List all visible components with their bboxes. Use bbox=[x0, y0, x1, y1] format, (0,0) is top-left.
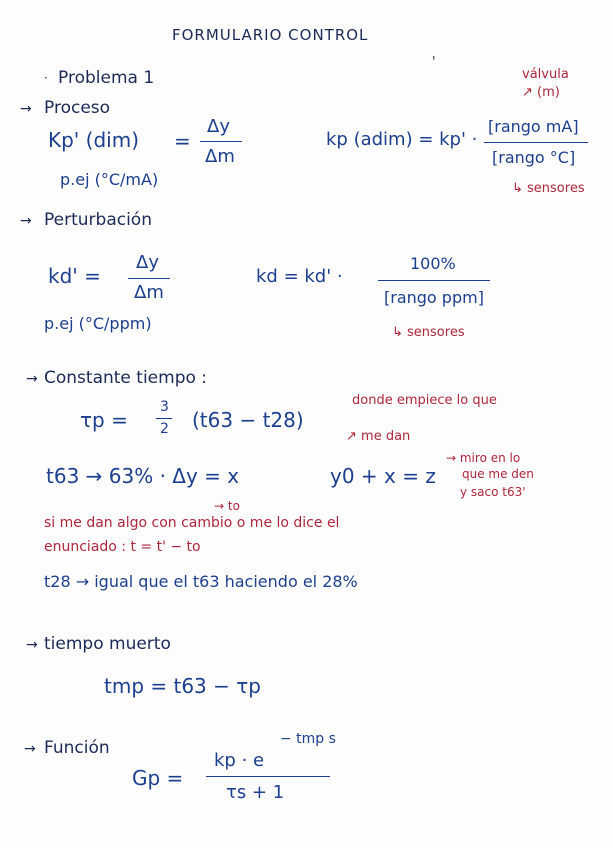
stray-mark: ' bbox=[432, 55, 436, 70]
note-sensores-perturbacion: ↳ sensores bbox=[392, 325, 465, 340]
gp-exponent: − tmp s bbox=[280, 731, 336, 747]
kd-denominator: Δm bbox=[134, 282, 164, 303]
tau-frac-bar bbox=[156, 418, 172, 419]
kd-numerator-2: 100% bbox=[410, 254, 456, 273]
kp-units: p.ej (°C/mA) bbox=[60, 170, 159, 189]
kp-adim-fraction-bar bbox=[484, 142, 588, 143]
gp-numerator: kp · e bbox=[214, 750, 265, 771]
section-tiempo-muerto: tiempo muerto bbox=[44, 634, 171, 654]
y0-line: y0 + x = z bbox=[330, 464, 436, 488]
arrow-icon: → bbox=[24, 741, 36, 757]
kp-fraction-bar bbox=[200, 141, 242, 142]
kp-adim-denominator: [rango °C] bbox=[492, 148, 576, 167]
tau-rhs: (t63 − t28) bbox=[192, 408, 304, 432]
note-saco-t63: y saco t63' bbox=[460, 485, 526, 499]
kp-numerator: Δy bbox=[207, 116, 230, 137]
section-constante: Constante tiempo : bbox=[44, 368, 208, 388]
note-to: → to bbox=[214, 499, 240, 513]
kp-adim-lhs: kp (adim) = kp' · bbox=[326, 129, 478, 150]
equals-sign: = bbox=[174, 129, 191, 153]
bullet-mark: · bbox=[44, 71, 48, 85]
tau-frac-num: 3 bbox=[160, 399, 169, 415]
arrow-icon: → bbox=[26, 637, 38, 653]
kd-fraction-bar bbox=[128, 278, 170, 279]
note-donde-empiece: donde empiece lo que bbox=[352, 393, 497, 408]
section-perturbacion: Perturbación bbox=[44, 210, 152, 230]
note-valvula: válvula bbox=[522, 67, 569, 82]
note-cambio: si me dan algo con cambio o me lo dice el bbox=[44, 515, 340, 531]
kd-units: p.ej (°C/ppm) bbox=[44, 314, 152, 333]
t63-line: t63 → 63% · Δy = x bbox=[46, 464, 240, 488]
tm-line: tmp = t63 − τp bbox=[104, 674, 261, 698]
note-miro-en: → miro en lo bbox=[446, 451, 521, 465]
kd-denominator-2: [rango ppm] bbox=[384, 288, 484, 307]
note-me-dan: ↗ me dan bbox=[346, 429, 411, 444]
kd-fraction-bar-2 bbox=[378, 280, 490, 281]
arrow-icon: → bbox=[20, 213, 32, 229]
section-proceso: Proceso bbox=[44, 98, 111, 118]
gp-fraction-bar bbox=[206, 776, 330, 777]
kd-lhs: kd' = bbox=[48, 264, 101, 288]
note-sensores-proceso: ↳ sensores bbox=[512, 181, 585, 196]
kp-adim-numerator: [rango mA] bbox=[488, 117, 579, 136]
problem-label: Problema 1 bbox=[58, 68, 155, 88]
tau-frac-den: 2 bbox=[160, 421, 169, 437]
kd-numerator: Δy bbox=[136, 252, 159, 273]
gp-lhs: Gp = bbox=[132, 766, 184, 790]
tau-lhs: τp = bbox=[80, 408, 128, 432]
note-valvula-m: ↗ (m) bbox=[522, 85, 560, 100]
gp-denominator: τs + 1 bbox=[226, 782, 285, 803]
note-enunciado: enunciado : t = t' − to bbox=[44, 539, 201, 555]
page-title: FORMULARIO CONTROL bbox=[172, 26, 369, 44]
kp-dim-lhs: Kp' (dim) bbox=[48, 128, 140, 152]
kp-denominator: Δm bbox=[205, 146, 235, 167]
arrow-icon: → bbox=[20, 101, 32, 117]
t28-line: t28 → igual que el t63 haciendo el 28% bbox=[44, 572, 358, 591]
kd-lhs-2: kd = kd' · bbox=[256, 266, 343, 287]
note-que-me-den: que me den bbox=[462, 467, 534, 481]
arrow-icon: → bbox=[26, 371, 38, 387]
section-funcion: Función bbox=[44, 738, 110, 758]
